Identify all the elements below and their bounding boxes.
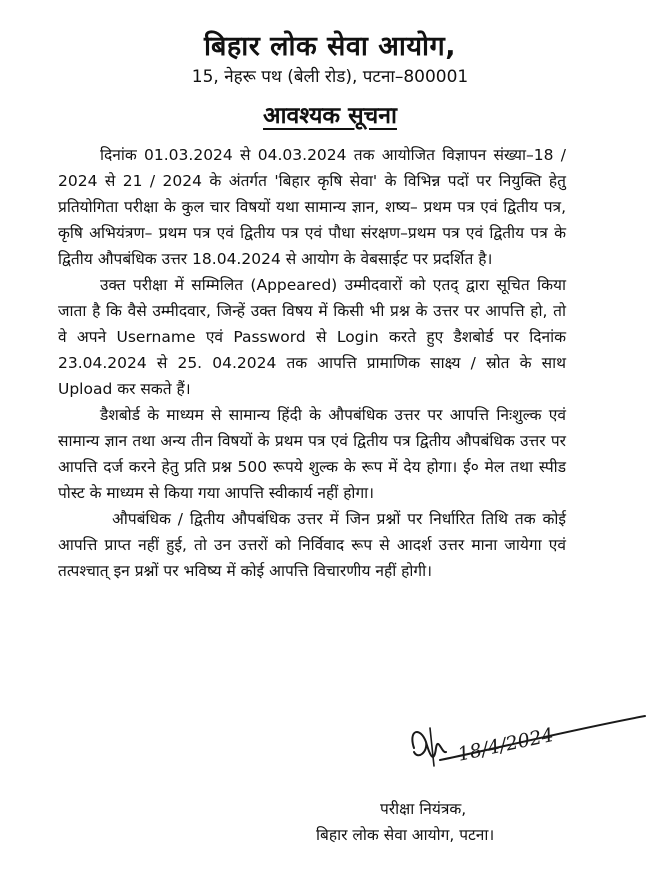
notice-body (58, 142, 566, 584)
signatory-designation: परीक्षा नियंत्रक, (380, 800, 467, 818)
organization-name: बिहार लोक सेवा आयोग, (204, 31, 456, 62)
notice-heading (0, 98, 660, 130)
notice-title: आवश्यक सूचना (263, 103, 397, 129)
signature-mark (400, 708, 650, 798)
paragraph-1: दिनांक 01.03.2024 से 04.03.2024 तक आयोजित विज्ञापन संख्या–18 / 2024 से 21 / 2024 के अंतर्गत 'बिहार कृषि सेवा' के विभिन्न पदों पर नियुक्ति हेतु प्रतियोगिता परीक्षा के कुल चार विषयों यथा सामान्य ज्ञान, शष्य– प्रथम पत्र एवं द्वितीय पत्र, कृषि अभियंत्रण– प्रथम पत्र एवं द्वितीय पत्र एवं पौधा संरक्षण–प्रथम पत्र एवं द्वितीय पत्र के द्वितीय औपबंधिक उत्तर 18.04.2024 से आयोग के वेबसाईट पर प्रदर्शित है। (58, 146, 566, 268)
paragraph-4: औपबंधिक / द्वितीय औपबंधिक उत्तर में जिन प्रश्नों पर निर्धारित तिथि तक कोई आपत्ति प्राप्त नहीं हुई, तो उन उत्तरों को निर्विवाद रूप से आदर्श उत्तर माना जायेगा एवं तत्पश्चात् इन प्रश्नों पर भविष्य में कोई आपत्ति विचारणीय नहीं होगी। (58, 510, 566, 580)
signature-date: 18/4/2024 (455, 723, 556, 766)
paragraph-2: उक्त परीक्षा में सम्मिलित (Appeared) उम्मीदवारों को एतद् द्वारा सूचित किया जाता है कि वैसे उम्मीदवार, जिन्हें उक्त विषय में किसी भी प्रश्न के उत्तर पर आपत्ति हो, तो वे अपने Username एवं Password से Login करते हुए डैशबोर्ड पर दिनांक 23.04.2024 से 25. 04.2024 तक आपत्ति प्रामाणिक साक्ष्य / स्रोत के साथ Upload कर सकते हैं। (58, 276, 566, 398)
signature-block (400, 708, 650, 798)
paragraph-3: डैशबोर्ड के माध्यम से सामान्य हिंदी के औपबंधिक उत्तर पर आपत्ति निःशुल्क एवं सामान्य ज्ञान तथा अन्य तीन विषयों के प्रथम पत्र एवं द्वितीय पत्र द्वितीय औपबंधिक उत्तर पर आपत्ति दर्ज करने हेतु प्रति प्रश्न 500 रूपये शुल्क के रूप में देय होगा। ई० मेल तथा स्पीड पोस्ट के माध्यम से किया गया आपत्ति स्वीकार्य नहीं होगा। (58, 406, 566, 502)
organization-address: 15, नेहरू पथ (बेली रोड), पटना–800001 (191, 67, 469, 87)
signatory-office: बिहार लोक सेवा आयोग, पटना। (316, 826, 495, 844)
